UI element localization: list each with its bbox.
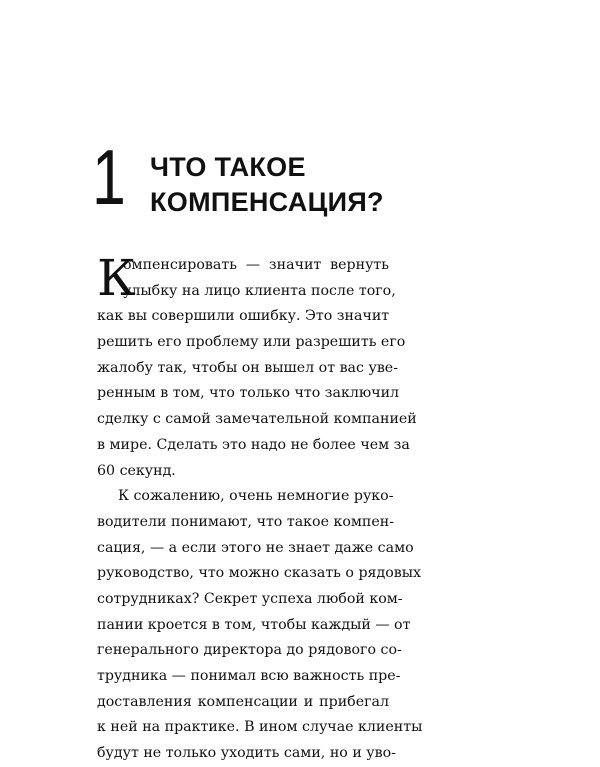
text-line: в мире. Сделать это надо не более чем за (97, 436, 410, 453)
text-line: сделку с самой замечательной компанией (97, 411, 417, 428)
text-line: будут не только уходить сами, но и уво- (97, 745, 396, 762)
chapter-title (150, 150, 384, 220)
text-line: генерального директора до рядового со- (97, 642, 402, 659)
text-line: пании кроется в том, чтобы каждый — от (97, 616, 411, 633)
text-line: водители понимают, что такое компен- (97, 513, 395, 530)
text-line: омпенсировать — значит вернуть (123, 257, 389, 273)
chapter-title-line-1: ЧТО ТАКОЕ (150, 152, 306, 182)
text-line: к ней на практике. В ином случае клиенты (97, 719, 423, 736)
text-line: ренным в том, что только что заключил (97, 385, 400, 402)
text-line: улыбку на лицо клиента после того, (123, 282, 396, 299)
text-line: доставления компенсации и прибегал (97, 693, 389, 710)
text-line: жалобу так, чтобы он вышел от вас уве- (97, 359, 398, 376)
text-line: решить его проблему или разрешить его (97, 334, 406, 351)
drop-cap: К (97, 249, 136, 307)
text-line: сация, — а если этого не знает даже само (97, 539, 414, 556)
text-line: К сожалению, очень немногие руко- (118, 488, 394, 505)
chapter-number: 1 (92, 133, 126, 221)
text-line: сотрудниках? Секрет успеха любой ком- (97, 590, 403, 607)
chapter-title-line-2: КОМПЕНСАЦИЯ? (150, 187, 384, 217)
body-text (97, 249, 423, 767)
text-line: как вы совершили ошибку. Это значит (97, 308, 390, 325)
text-line: 60 секунд. (97, 462, 176, 479)
text-line: руководство, что можно сказать о рядовых (97, 565, 422, 582)
text-line: трудника — понимал всю важность пре- (97, 668, 401, 684)
